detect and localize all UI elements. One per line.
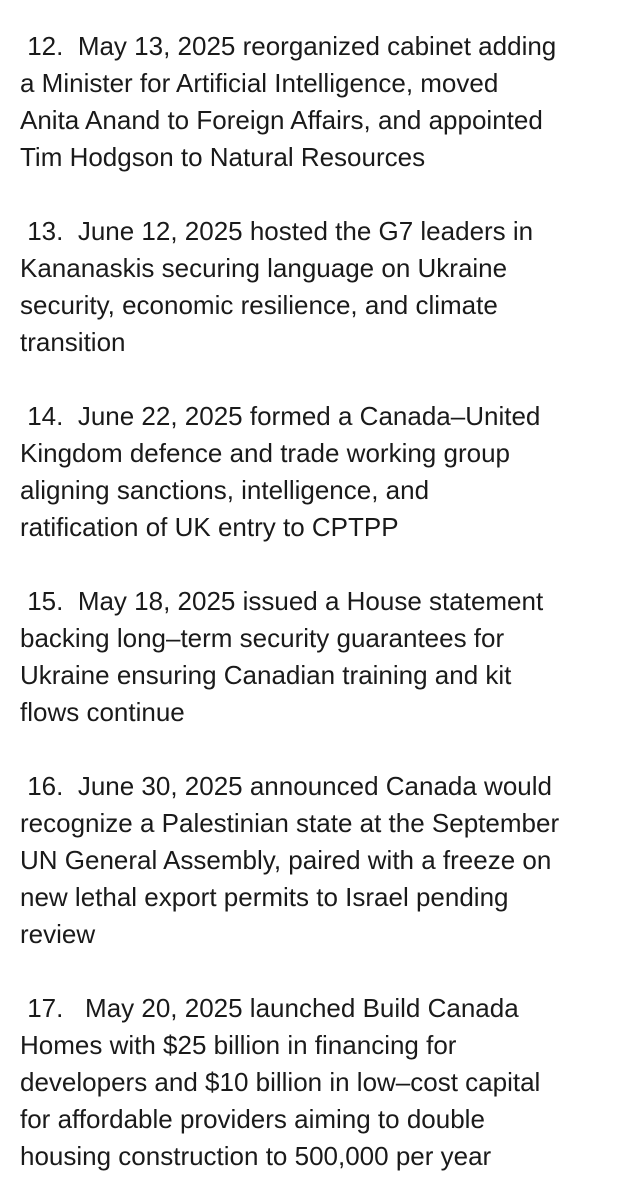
list-item-line: aligning sanctions, intelligence, and [20, 475, 430, 505]
list-item-line: transition [20, 327, 126, 357]
list-item-line: 16. June 30, 2025 announced Canada would [20, 771, 552, 801]
list-item-line: review [20, 919, 96, 949]
list-item-line: flows continue [20, 697, 185, 727]
list-item-12 [20, 28, 643, 176]
list-item-line: housing construction to 500,000 per year [20, 1141, 492, 1171]
list-item-line: 14. June 22, 2025 formed a Canada–United [20, 401, 541, 431]
list-item-line: 12. May 13, 2025 reorganized cabinet adding [20, 31, 557, 61]
list-item-line: backing long–term security guarantees for [20, 623, 505, 653]
list-item-line: UN General Assembly, paired with a freeze on [20, 845, 552, 875]
list-item-line: a Minister for Artificial Intelligence, moved [20, 68, 499, 98]
list-item-line: for affordable providers aiming to double [20, 1104, 485, 1134]
list-item-15 [20, 583, 643, 731]
list-item-line: Homes with $25 billion in financing for [20, 1030, 457, 1060]
list-item-line: recognize a Palestinian state at the September [20, 808, 560, 838]
list-item-line: new lethal export permits to Israel pending [20, 882, 509, 912]
list-item-17 [20, 990, 643, 1175]
list-item-16 [20, 768, 643, 953]
list-item-line: Kananaskis securing language on Ukraine [20, 253, 508, 283]
list-item-line: 15. May 18, 2025 issued a House statement [20, 586, 544, 616]
list-item-line: Anita Anand to Foreign Affairs, and appointed [20, 105, 543, 135]
list-item-line: 17. May 20, 2025 launched Build Canada [20, 993, 519, 1023]
list-item-line: ratification of UK entry to CPTPP [20, 512, 399, 542]
list-item-line: 13. June 12, 2025 hosted the G7 leaders in [20, 216, 534, 246]
list-item-14 [20, 398, 643, 546]
list-item-line: security, economic resilience, and climate [20, 290, 498, 320]
list-item-line: Ukraine ensuring Canadian training and kit [20, 660, 512, 690]
list-item-13 [20, 213, 643, 361]
list-item-line: developers and $10 billion in low–cost capital [20, 1067, 541, 1097]
list-item-line: Tim Hodgson to Natural Resources [20, 142, 426, 172]
list-item-line: Kingdom defence and trade working group [20, 438, 510, 468]
